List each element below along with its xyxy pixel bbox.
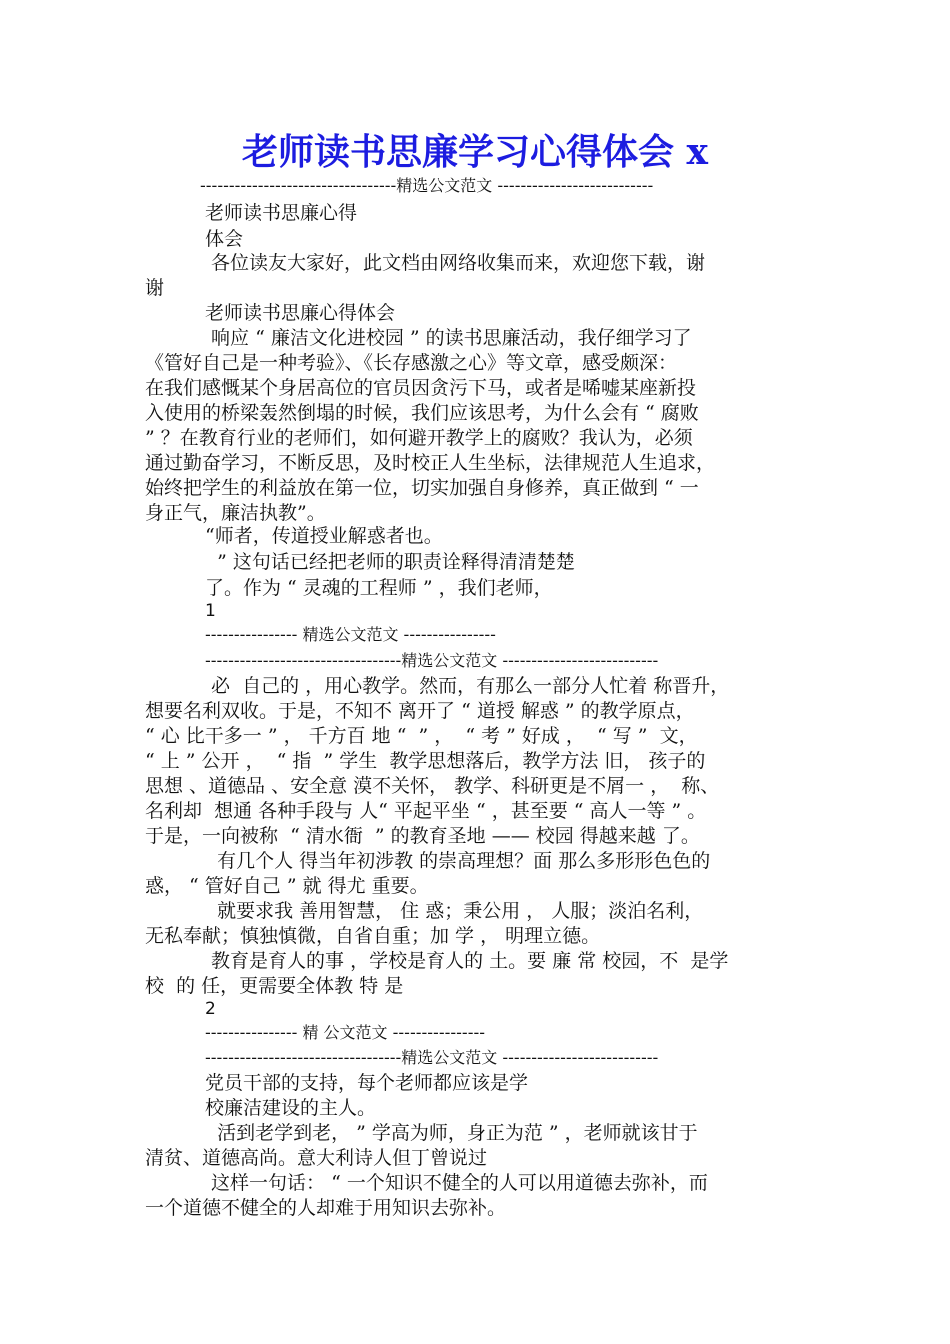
separator-line: ----------------------------------精选公文范文 --------------------------- [200, 176, 654, 195]
text-line: 教育是育人的事 ，学校是育人的 土。要 廉 常 校园，不 是学 [205, 950, 729, 972]
text-line: 这样一句话： “ 一个知识不健全的人可以用道德去弥补，而 [205, 1172, 708, 1194]
text-line: 就要求我 善用智慧， 住 惑；秉公用 ， 人服；淡泊名利， [205, 900, 704, 922]
text-line: “师者，传道授业解惑者也。 [205, 525, 443, 547]
text-line: 想要名利双收。于是，不知不 离开了 “ 道授 解惑 ” 的教学原点， [145, 700, 695, 722]
text-line: 思想 、道德品 、安全意 漠不关怀， 教学、科研更是不屑一 ， 称、 [145, 775, 720, 797]
text-line: 体会 [205, 228, 244, 250]
text-line: 《管好自己是一种考验》、《长存感激之心》等文章，感受颇深： [145, 352, 678, 374]
text-line: 活到老学到老， ” 学高为师，身正为范 ” ，老师就该甘于 [205, 1122, 698, 1144]
text-line: 老师读书思廉心得体会 [205, 302, 396, 324]
text-line: 了。作为 “ 灵魂的工程师 ” ，我们老师， [205, 577, 553, 599]
text-line: 一个道德不健全的人却难于用知识去弥补。 [145, 1197, 507, 1219]
text-line: “ 上 ” 公开 ， “ 指 ” 学生 教学思想落后，教学方法 旧， 孩子的 [145, 750, 706, 772]
document-title: 老师读书思廉学习心得体会 x [242, 131, 708, 173]
footer-separator: ---------------- 精 公文范文 ---------------- [205, 1023, 486, 1042]
text-line: 清贫、道德高尚。意大利诗人但丁曾说过 [145, 1147, 488, 1169]
separator-line: ----------------------------------精选公文范文 --------------------------- [205, 651, 659, 670]
text-line: 各位读友大家好，此文档由网络收集而来，欢迎您下载，谢 [205, 252, 706, 274]
text-line: 响应 “ 廉洁文化进校园 ” 的读书思廉活动，我仔细学习了 [205, 327, 692, 349]
separator-line: ----------------------------------精选公文范文 --------------------------- [205, 1048, 659, 1067]
text-line: ” 这句话已经把老师的职责诠释得清清楚楚 [205, 551, 575, 573]
text-line: “ 心 比干多一 ” ， 千方百 地 “ ” ， “ 考 ” 好成 ， “ 写 ” 文， [145, 725, 698, 747]
text-line: 校廉洁建设的主人。 [205, 1097, 377, 1119]
text-line: 名利却 想通 各种手段与 人“ 平起平坐 “ ，甚至要 “ 高人一等 ” 。 [145, 800, 707, 822]
text-line: 通过勤奋学习，不断反思，及时校正人生坐标，法律规范人生追求， [145, 452, 716, 474]
text-line: ” ？在教育行业的老师们，如何避开教学上的腐败？我认为，必须 [145, 427, 693, 449]
footer-separator: ---------------- 精选公文范文 ---------------- [205, 625, 496, 644]
text-line: 校 的 任，更需要全体教 特 是 [145, 975, 404, 997]
text-line: 在我们感慨某个身居高位的官员因贪污下马，或者是唏嘘某座新投 [145, 377, 697, 399]
text-line: 始终把学生的利益放在第一位，切实加强自身修养，真正做到 “ 一 [145, 477, 699, 499]
text-line: 老师读书思廉心得 [205, 202, 358, 224]
text-line: 党员干部的支持，每个老师都应该是学 [205, 1072, 529, 1094]
page-number: 2 [205, 999, 216, 1019]
text-line: 谢 [145, 277, 165, 299]
text-line: 身正气，廉洁执教”。 [145, 502, 326, 524]
text-line: 惑， “ 管好自己 ” 就 得尤 重要。 [145, 875, 429, 897]
text-line: 必 自己的 ，用心教学。然而，有那么一部分人忙着 称晋升， [205, 675, 730, 697]
text-line: 无私奉献；慎独慎微，自省自重；加 学 ， 明理立德。 [145, 925, 601, 947]
text-line: 有几个人 得当年初涉教 的崇高理想？面 那么多形形色色的 [205, 850, 711, 872]
text-line: 于是，一向被称 “ 清水衙 ” 的教育圣地 —— 校园 得越来越 了。 [145, 825, 700, 847]
text-line: 入使用的桥梁轰然倒塌的时候，我们应该思考，为什么会有 “ 腐败 [145, 402, 699, 424]
page-number: 1 [205, 601, 216, 621]
